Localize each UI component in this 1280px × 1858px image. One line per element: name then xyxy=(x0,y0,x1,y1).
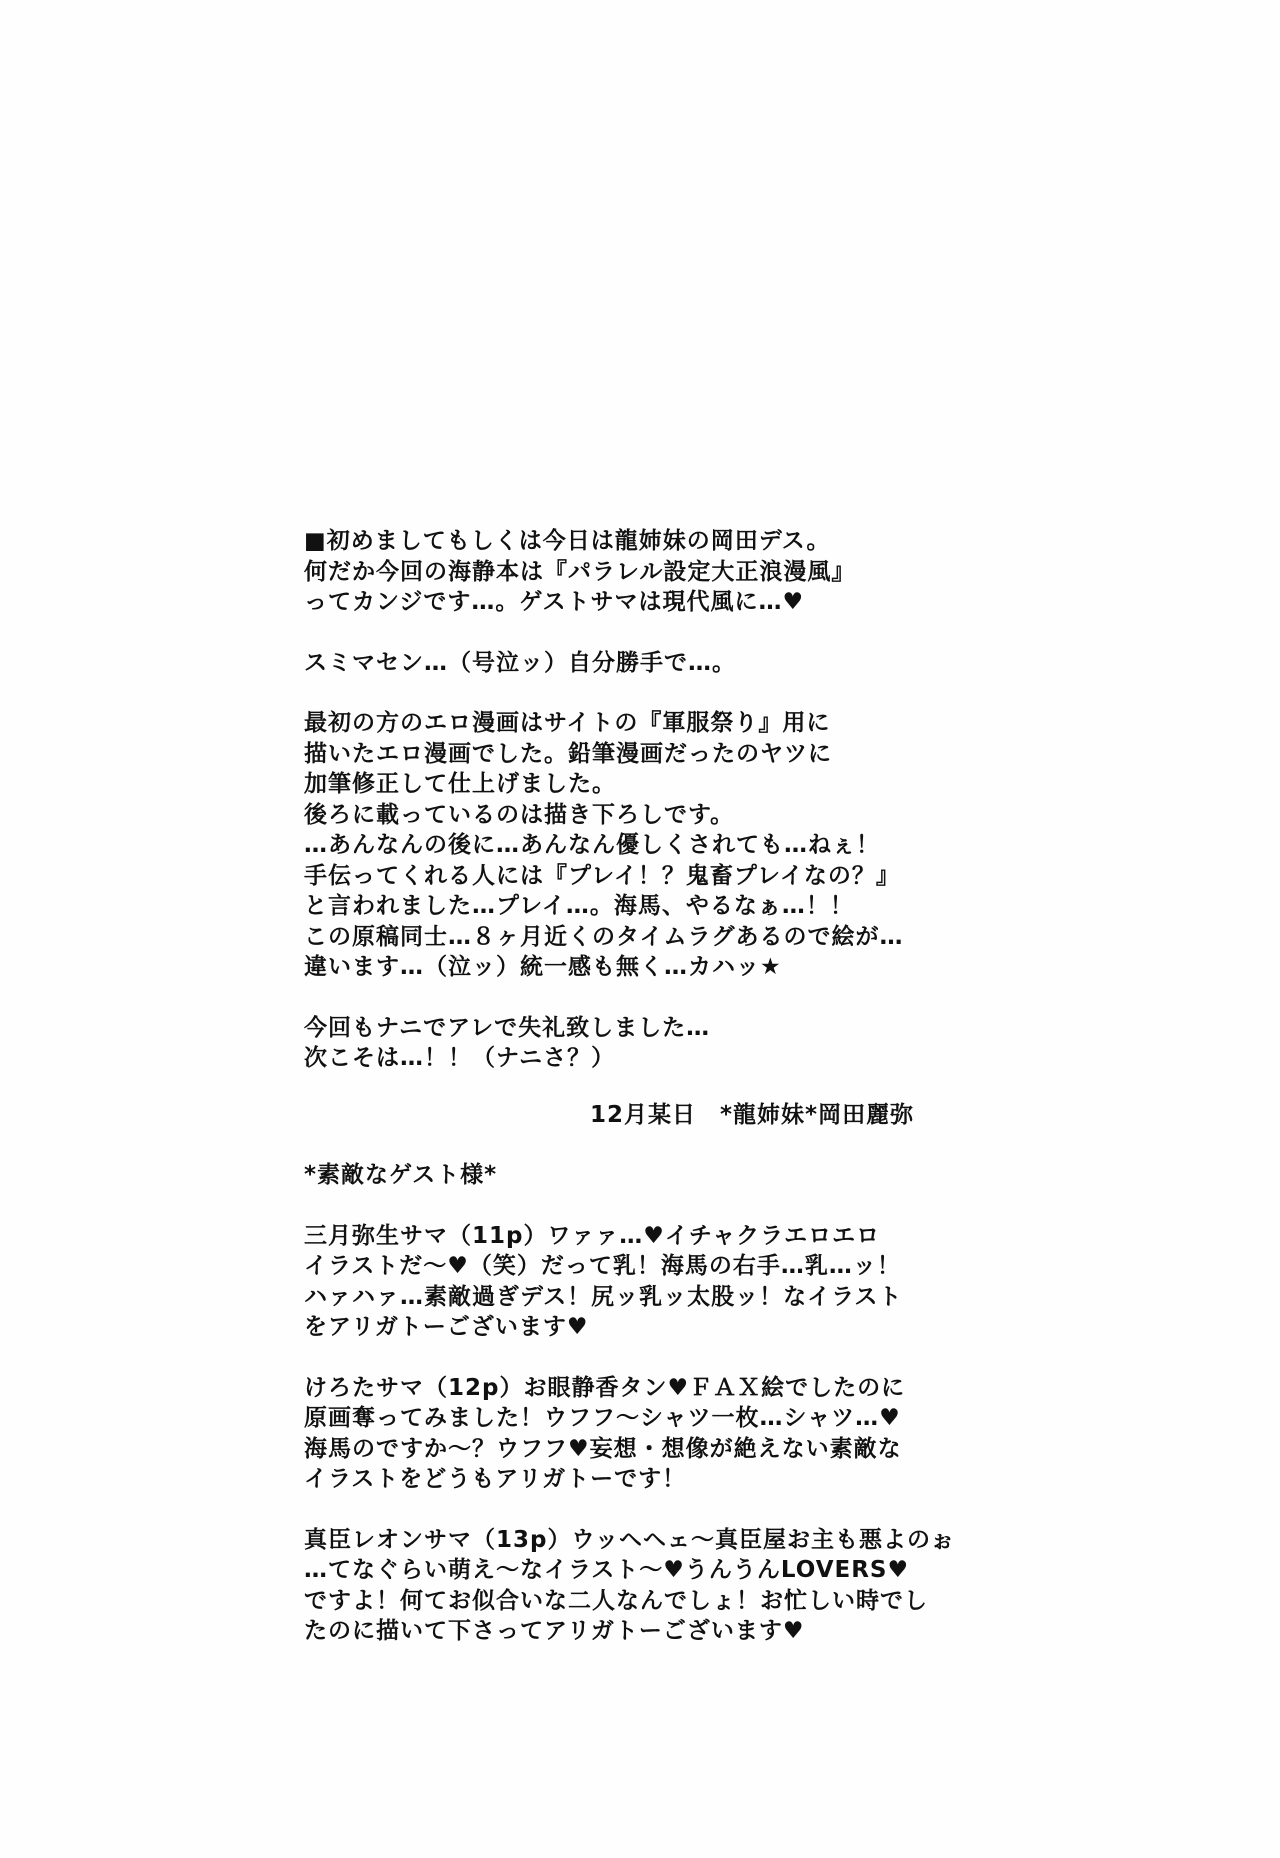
apology-paragraph xyxy=(304,648,1004,679)
guest-line: イラストだ～♥（笑）だって乳！海馬の右手…乳…ッ！ xyxy=(304,1253,901,1279)
notes-line: 加筆修正して仕上げました。 xyxy=(304,771,616,797)
notes-paragraph xyxy=(304,708,1004,983)
notes-line: 違います…（泣ッ）統一感も無く…カハッ★ xyxy=(304,954,782,980)
intro-line: ってカンジです…。ゲストサマは現代風に…♥ xyxy=(304,589,805,615)
apology-line: スミマセン…（号泣ッ）自分勝手で…。 xyxy=(304,649,736,676)
guest-line: イラストをどうもアリガトーです！ xyxy=(304,1466,687,1492)
guest-heading: *素敵なゲスト様* xyxy=(304,1162,498,1188)
notes-line: この原稿同士…８ヶ月近くのタイムラグあるので絵が… xyxy=(304,923,904,950)
notes-line: 手伝ってくれる人には『プレイ！？鬼畜プレイなの？』 xyxy=(304,862,900,889)
guest-entry xyxy=(304,1221,1004,1343)
closing-paragraph xyxy=(304,1013,1004,1074)
signature-line: 12月某日 *龍姉妹*岡田麗弥 xyxy=(590,1101,915,1128)
intro-line: ■初めましてもしくは今日は龍姉妹の岡田デス。 xyxy=(304,528,831,554)
closing-line: 今回もナニでアレで失礼致しました… xyxy=(304,1014,711,1041)
intro-paragraph xyxy=(304,526,1004,618)
guest-line: 三月弥生サマ（11p）ワァァ…♥イチャクラエロエロ xyxy=(304,1222,881,1249)
closing-line: 次こそは…！！（ナニさ？） xyxy=(304,1045,616,1071)
guest-line: をアリガトーございます♥ xyxy=(304,1314,589,1340)
guest-entry xyxy=(304,1373,1004,1495)
afterword-text xyxy=(304,526,1004,1647)
notes-line: 最初の方のエロ漫画はサイトの『軍服祭り』用に xyxy=(304,710,831,736)
guest-line: 原画奪ってみました！ウフフ～シャツ一枚…シャツ…♥ xyxy=(304,1405,901,1431)
guest-line: ですよ！何てお似合いな二人なんでしょ！お忙しい時でし xyxy=(304,1587,928,1614)
guest-line: けろたサマ（12p）お眼静香タン♥ＦＡＸ絵でしたのに xyxy=(304,1374,906,1401)
notes-line: …あんなんの後に…あんなん優しくされても…ねぇ！ xyxy=(304,832,880,858)
notes-line: 後ろに載っているのは描き下ろしです。 xyxy=(304,801,735,828)
guest-line: ハァハァ…素敵過ぎデス！尻ッ乳ッ太股ッ！なイラスト xyxy=(304,1283,903,1310)
guest-line: …てなぐらい萌え～なイラスト～♥うんうんLOVERS♥ xyxy=(304,1557,910,1583)
guest-line: 海馬のですか～？ウフフ♥妄想・想像が絶えない素敵な xyxy=(304,1435,902,1462)
notes-line: と言われました…プレイ…。海馬、やるなぁ…！！ xyxy=(304,893,854,919)
notes-line: 描いたエロ漫画でした。鉛筆漫画だったのヤツに xyxy=(304,740,832,767)
guest-entry xyxy=(304,1525,1004,1647)
guest-line: 真臣レオンサマ（13p）ウッヘヘェ～真臣屋お主も悪よのぉ xyxy=(304,1526,955,1553)
intro-line: 何だか今回の海静本は『パラレル設定大正浪漫風』 xyxy=(304,558,856,585)
guest-line: たのに描いて下さってアリガトーございます♥ xyxy=(304,1618,805,1644)
